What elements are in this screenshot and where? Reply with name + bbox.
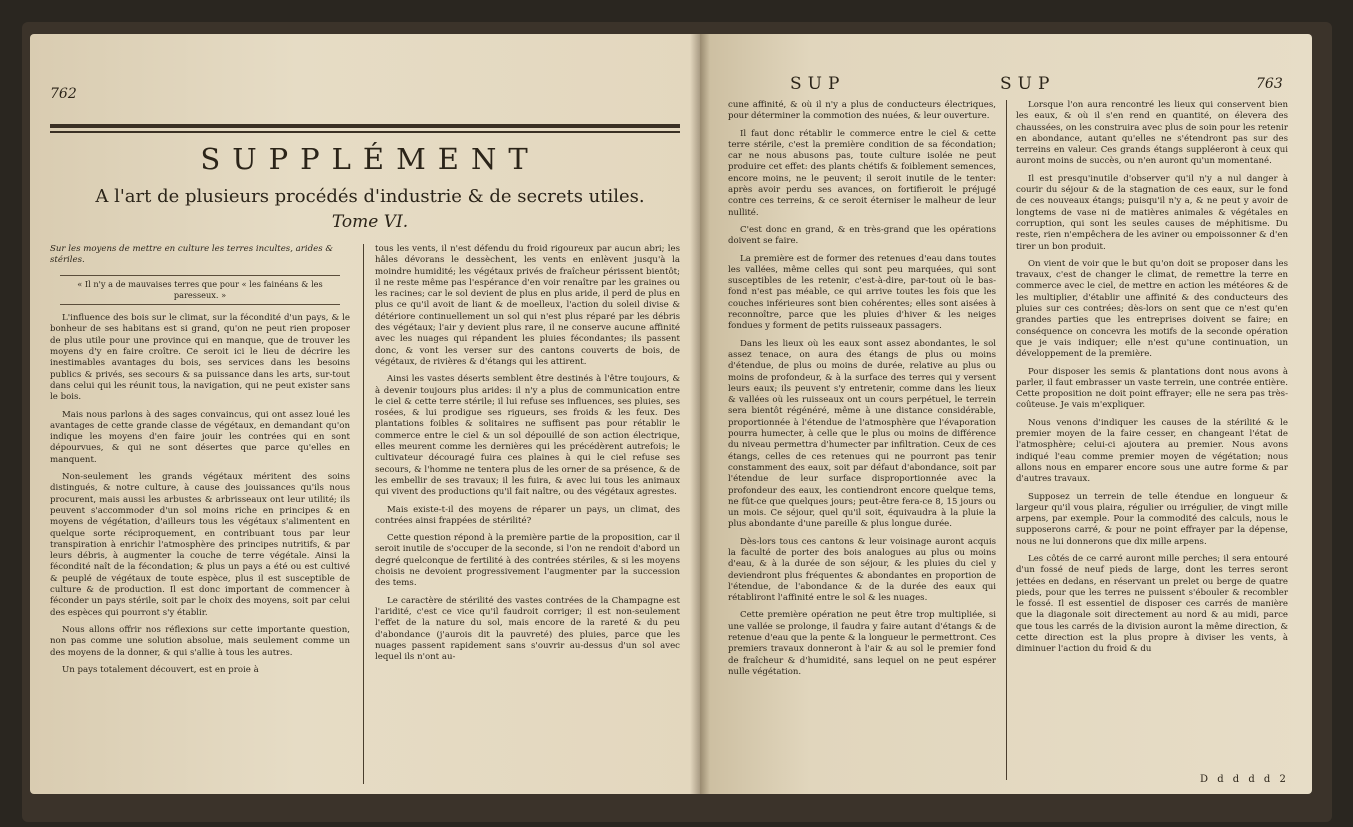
page-number-left: 762	[50, 86, 77, 102]
paragraph: Cette question répond à la première partie de la proposition, car il seroit inutile de s'occuper de la seconde, si l'on ne rendoit d'abord un degré quelconque de fertilité à des contrées stériles, & si les moyens choisis ne devoient progressivement l'augmenter par la succession des tems.	[375, 533, 680, 589]
paragraph: L'influence des bois sur le climat, sur la fécondité d'un pays, & le bonheur de ses habitans est si grand, qu'on ne peut rien proposer de plus utile pour une province qui en manque, que de trouver les moyens d'y en faire croître. Ce seroit ici le lieu de décrire les inestimables avantages du bois, ses services dans les besoins publics & privés, ses secours & sa puissance dans les arts, sur-tout dans celui qui les réunit tous, la navigation, qui ne peut exister sans le bois.	[50, 313, 350, 403]
left-column-2	[375, 244, 680, 789]
paragraph: Ainsi les vastes déserts semblent être destinés à l'être toujours, & à devenir toujours plus arides: il n'y a plus de communication entre le ciel & cette terre stérile; il lui refuse ses influences, ses pluies, ses rosées, & lui prodigue ses rigueurs, ses froids & les feux. Des plantations foibles & solitaires ne suffisent pas pour rétablir le commerce entre le ciel & un sol dépouillé de son action électrique, elles meurent comme les dernières qui les précédèrent autrefois; le cultivateur découragé fuira ces plaines à qui le ciel refuse ses secours, & l'homme ne tentera plus de les orner de sa présence, & de les embellir de ses travaux; il les fuira, & avec lui tous les animaux qui vivent des productions qu'il fait naître, ou des végétaux agrestes.	[375, 374, 680, 498]
book-gutter	[690, 34, 710, 794]
paragraph: Il faut donc rétablir le commerce entre le ciel & cette terre stérile, c'est la première condition de sa fécondation; car ne nous abusons pas, toute culture isolée ne peut produire cet effet: des plants chétifs & foiblement semences, encore moins, ne le peuvent; il seroit inutile de le tenter: après avoir perdu ses avances, on fortifieroit le préjugé contre ces terreins, & ce seroit éterniser le malheur de leur nullité.	[728, 128, 996, 218]
paragraph: Le caractère de stérilité des vastes contrées de la Champagne est l'aridité, c'est ce vice qu'il faudroit corriger; il est non-seulement l'effet de la nature du sol, mais encore de la rareté & du peu d'abondance (j'aurois dit la pauvreté) des pluies, parce que les nuages passent rapidement sans s'ouvrir au-dessus d'un sol avec lequel ils n'ont au-	[375, 595, 680, 663]
catchword: D d d d d 2	[1200, 774, 1289, 785]
right-column-1	[728, 100, 996, 790]
running-head-left: SUP	[790, 74, 846, 94]
paragraph: Pour disposer les semis & plantations dont nous avons à parler, il faut embrasser un vaste terrein, une contrée entière. Cette proposition ne doit point effrayer; elle ne sera pas très-coûteuse. Je vais m'expliquer.	[1016, 366, 1288, 411]
column-divider	[1006, 100, 1007, 780]
paragraph: cune affinité, & où il n'y a plus de conducteurs électriques, pour déterminer la commotion des nuées, & leur ouverture.	[728, 100, 996, 122]
supplement-subtitle: A l'art de plusieurs procédés d'industrie & de secrets utiles.	[95, 186, 645, 207]
left-page	[30, 34, 700, 794]
paragraph: Dès-lors tous ces cantons & leur voisinage auront acquis la faculté de porter des bois analogues au plus ou moins d'eau, & à la durée de son séjour, & les pluies du ciel y deviendront plus fréquentes & abondantes en proportion de l'étendue, de l'abondance & de la durée des eaux qui rétabliront l'affinité entre le sol & les nuages.	[728, 536, 996, 604]
right-column-2	[1016, 100, 1288, 770]
paragraph: La première est de former des retenues d'eau dans toutes les vallées, même celles qui sont peu marquées, qui sont susceptibles de les retenir, c'est-à-dire, par-tout où le bas-fond n'est pas méable, ce qui arrive toutes les fois que les couches inférieures sont bien cohérentes; elles sont aisées à reconnoître, parce que les pluies d'hiver & les neiges fondues y forment de petits ruisseaux passagers.	[728, 253, 996, 332]
supplement-title: SUPPLÉMENT	[200, 142, 540, 176]
paragraph: Les côtés de ce carré auront mille perches; il sera entouré d'un fossé de neuf pieds de large, dont les terres seront jettées en dedans, en réservant un prelet ou berge de quatre pieds, pour que les terres ne puissent s'ébouler & recombler le fossé. Il est essentiel de disposer ces carrés de manière que la diagonale soit directement au nord & au midi, parce que tous les carrés de la division auront la même direction, & cette direction est la plus propre à diviser les vents, à diminuer l'action du froid & du	[1016, 553, 1288, 655]
column-divider	[363, 244, 364, 784]
paragraph: Supposez un terrein de telle étendue en longueur & largeur qu'il vous plaira, régulier ou irrégulier, de vingt mille arpens, par exemple. Pour la commodité des calculs, nous le supposerons carré, & pour ne point effrayer par la dépense, nous ne lui donnerons que dix mille arpens.	[1016, 491, 1288, 547]
paragraph: tous les vents, il n'est défendu du froid rigoureux par aucun abri; les hâles dévorans le dessèchent, les vents en enlèvent jusqu'à la moindre humidité; les végétaux privés de fraîcheur périssent bientôt; il ne reste même pas l'espérance d'en voir renaître par les graines ou les racines; car le sol devient de plus en plus aride, il perd de plus en plus ce qu'il avoit de liant & de moelleux, l'action du soleil divise & détériore continuellement un sol qui n'est plus réparé par les débris des végétaux; l'air y devient plus rare, il ne conserve aucune affinité avec les nuages qui répandent les pluies fécondantes; ils passent donc, & vont les verser sur des cantons couverts de bois, de végétaux, de rivières & d'étangs qui les attirent.	[375, 244, 680, 367]
paragraph: Mais existe-t-il des moyens de réparer un pays, un climat, des contrées ainsi frappées de stérilité?	[375, 504, 680, 526]
paragraph: Nous allons offrir nos réflexions sur cette importante question, non pas comme une solution absolue, mais seulement comme un des moyens de la donner, & qui s'allie à tous les autres.	[50, 624, 350, 658]
right-page	[700, 34, 1312, 794]
paragraph: Dans les lieux où les eaux sont assez abondantes, le sol assez tenace, on aura des étangs de plus ou moins d'étendue, de plus ou moins de durée, relative au plus ou moins de profondeur, & à la surface des terres qui y versent leurs eaux; ils peuvent s'y entretenir, comme dans les lieux & vallées où les ruisseaux ont un cours perpétuel, le terrein sera bientôt régénéré, même à une distance considérable, proportionnée à l'étendue de l'atmosphère que l'évaporation pourra humecter, à celle que le plus ou moins de différence du niveau permettra d'humecter par infiltration. Ceux de ces étangs, celles de ces retenues qui ne pourront pas tenir constamment des eaux, soit par défaut d'abondance, soit par l'étendue de leur surface disproportionnée avec la profondeur des eaux, les contiendront encore quelque tems, ne fût-ce que quelques jours; peut-être fera-ce 8, 15 jours ou un mois. Ce séjour, quel qu'il soit, équivaudra à la pluie la plus abondante d'une pareille & plus longue durée.	[728, 338, 996, 530]
paragraph: Lorsque l'on aura rencontré les lieux qui conservent bien les eaux, & où il s'en rend en quantité, on élevera des chaussées, on les construira avec plus de soin pour les retenir en abondance, autant qu'elles ne s'étendront pas sur des terreins en valeur. Ces grands étangs suppléeront à ceux qui auront moins de succès, ou n'en auront qu'un momentané.	[1016, 100, 1288, 167]
paragraph: On vient de voir que le but qu'on doit se proposer dans les travaux, c'est de changer le climat, de remettre la terre en commerce avec le ciel, de mettre en action les météores & de les multiplier, d'établir une affinité & des conducteurs des pluies sur ces contrées; dès-lors on sent que ce n'est qu'en grandes parties que les entreprises doivent se faire; en conséquence on concevra les motifs de la seconde opération que je vais indiquer; elle n'est qu'une continuation, un développement de la première.	[1016, 258, 1288, 360]
paragraph: C'est donc en grand, & en très-grand que les opérations doivent se faire.	[728, 224, 996, 247]
paragraph: Il est presqu'inutile d'observer qu'il n'y a nul danger à courir du séjour & de la stagnation de ces eaux, sur le fond de ces nouveaux étangs; puisqu'il n'y a, & ne peut y avoir de longtems de vase ni de matières animales & végétales en corruption, qui sont les seules causes de méphitisme. Du reste, rien n'empêchera de les aviner ou empoissonner & d'en tirer un bon produit.	[1016, 173, 1288, 252]
paragraph: Un pays totalement découvert, est en proie à	[62, 664, 259, 675]
paragraph: Non-seulement les grands végétaux méritent des soins distingués, & notre culture, à cause des jouissances qu'ils nous procurent, mais aussi les arbustes & arbrisseaux ont leur utilité; ils peuvent s'accommoder d'un sol moins riche en principes & en moyens de végétation, d'ailleurs tous les végétaux s'alimentent en quelque sorte réciproquement, en contribuant tous par leur transpiration à enrichir l'atmosphère des principes nutritifs, & par leurs débris, à augmenter la couche de terre végétale. Ainsi la fécondité naît de la fécondation; & plus un pays a été ou est cultivé & peuplé de végétaux de toute espèce, plus il est susceptible de culture & de production. Il est donc important de commencer à féconder un pays stérile, soit par le choix des moyens, soit par celui des espèces qui pourront s'y établir.	[50, 472, 350, 618]
paragraph: Mais nous parlons à des sages convaincus, qui ont assez loué les avantages de cette grande classe de végétaux, en demandant qu'on indique les moyens d'en faire jouir les contrées qui en sont dépourvues, & qui ne sont désertes que parce qu'elles en manquent.	[50, 409, 350, 465]
tome-label: Tome VI.	[331, 212, 409, 232]
top-rule-thin	[50, 131, 680, 133]
running-head-right: SUP	[1000, 74, 1056, 94]
paragraph: Nous venons d'indiquer les causes de la stérilité & le premier moyen de la faire cesser, en changeant l'état de l'atmosphère; celui-ci ajoutera au premier. Nous avons indiqué l'eau comme premier moyen de végétation; nous allons nous en emparer encore sous une autre forme & par d'autres travaux.	[1016, 417, 1288, 485]
page-number-right: 763	[1256, 76, 1283, 92]
left-column-1	[50, 244, 350, 789]
section-heading: Sur les moyens de mettre en culture les terres incultes, arides & stériles.	[50, 244, 334, 266]
top-rule-double	[50, 124, 680, 128]
paragraph: Cette première opération ne peut être trop multipliée, si une vallée se prolonge, il faudra y faire autant d'étangs & de retenue d'eau que la pente & la longueur le permettront. Ces premiers travaux donneront à l'air & au sol le premier fond de fraîcheur & d'humidité, sans lequel on ne peut espérer nulle végétation.	[728, 610, 996, 677]
epigraph-quote: « Il n'y a de mauvaises terres que pour « les fainéans & les paresseux. »	[60, 275, 340, 306]
